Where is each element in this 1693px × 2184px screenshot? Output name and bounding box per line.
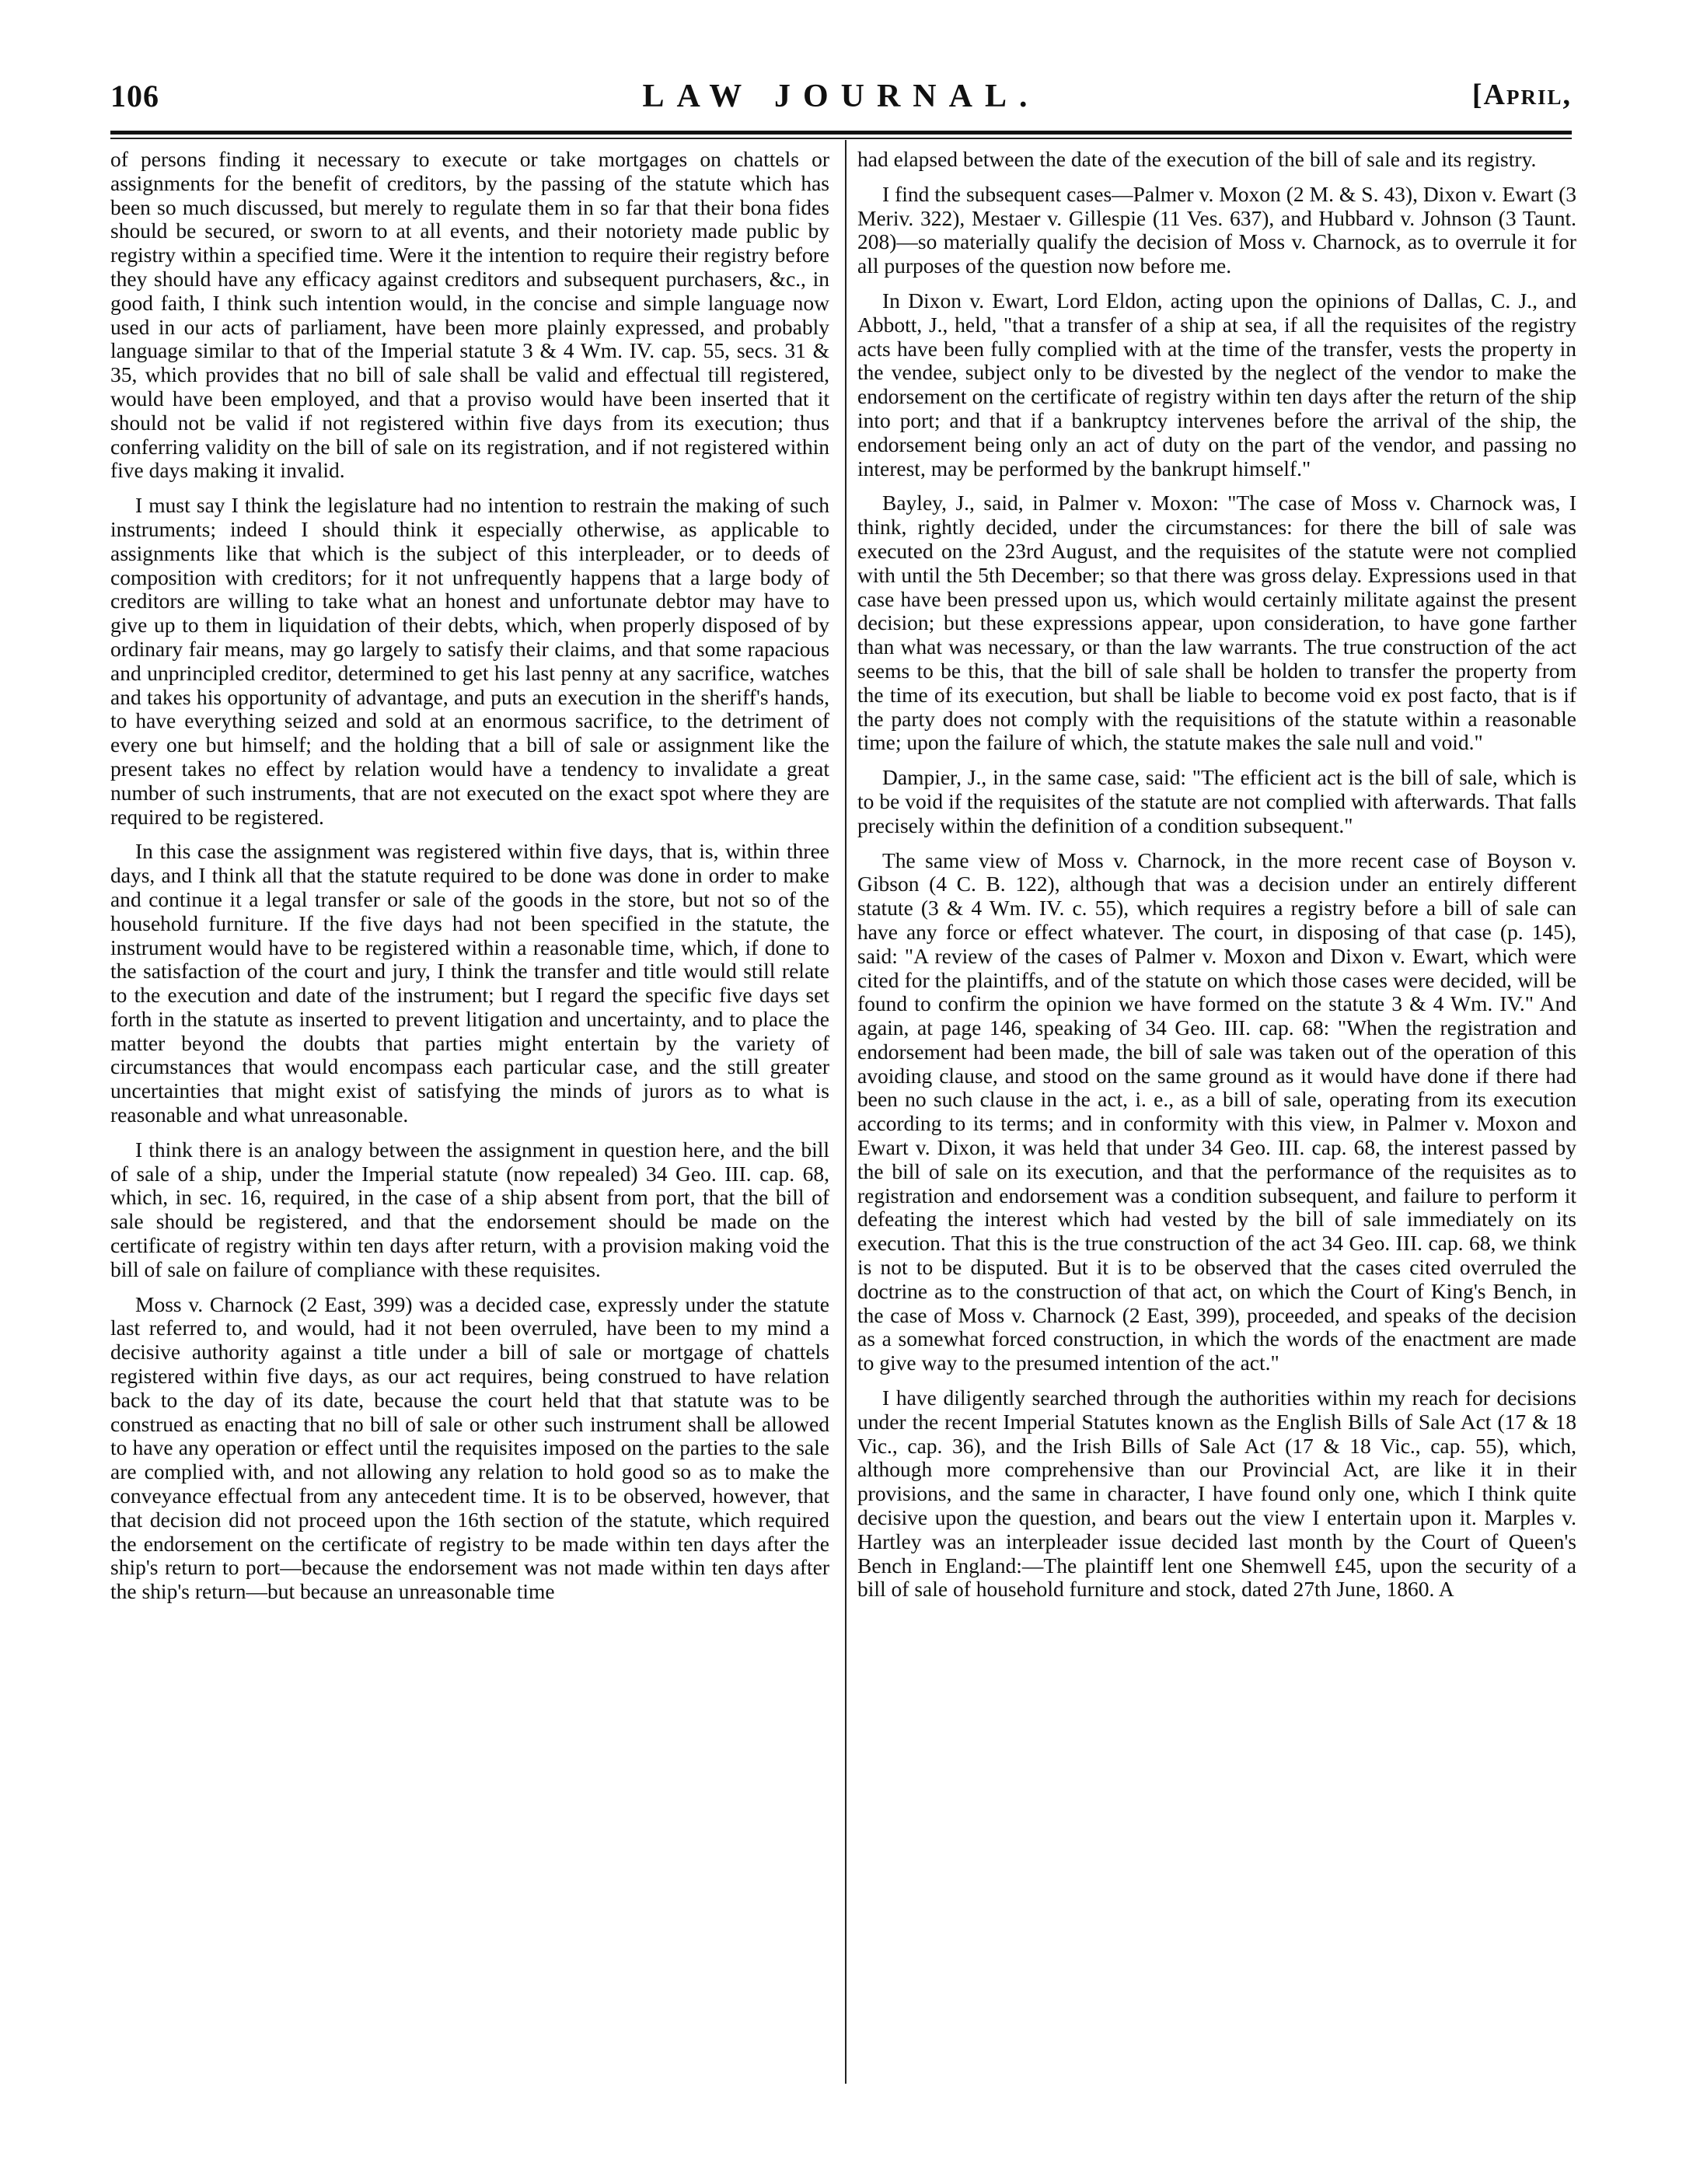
page-number: 106 (110, 79, 159, 114)
paragraph: of persons finding it necessary to execute or take mortgages on chattels or assignments for the benefit of creditors, by the passing of the statute which has been so much discussed, but merely to regulate them in so far that their bona fides should be secured, or sworn to at all events, and their notoriety made public by registry within a specified time. Were it the intention to require their registry before they should have any efficacy against creditors and subsequent purchasers, &c., in good faith, I think such intention would, in the concise and simple language now used in our acts of parliament, have been more plainly expressed, and probably language similar to that of the Imperial statute 3 & 4 Wm. IV. cap. 55, secs. 31 & 35, which provides that no bill of sale shall be valid and effectual till registered, would have been employed, and that a proviso would have been inserted that it should not be valid if not registered within five days from its execution; thus conferring validity on the bill of sale on its registration, and if not registered within five days making it invalid. (110, 147, 829, 483)
left-column (110, 148, 829, 1615)
right-column (857, 148, 1576, 1613)
paragraph: I must say I think the legislature had no intention to restrain the making of such instruments; indeed I should think it especially otherwise, as applicable to assignments like that which is the subject of this interpleader, or to deeds of composition with creditors; for it not unfrequently happens that a large body of creditors are willing to take what an honest and unfortunate debtor may have to give up to them in liquidation of their debts, which, when properly disposed of by ordinary fair means, may go largely to satisfy their claims, and that some rapacious and unprincipled creditor, determined to get his last penny at any sacrifice, watches and takes his opportunity of advantage, and puts an execution in the sheriff's hands, to have everything seized and sold at an enormous sacrifice, to the detriment of every one but himself; and the holding that a bill of sale or assignment like the present takes no effect by relation would have a tendency to invalidate a great number of such instruments, that are not executed on the exact spot where they are required to be registered. (110, 493, 829, 829)
paragraph: I think there is an analogy between the assignment in question here, and the bill of sale of a ship, under the Imperial statute (now repealed) 34 Geo. III. cap. 68, which, in sec. 16, required, in the case of a ship absent from port, that the bill of sale should be registered, and that the endorsement should be made on the certificate of registry within ten days after return, with a provision making void the bill of sale on failure of compliance with these requisites. (110, 1137, 829, 1281)
header-rule-thick (110, 131, 1572, 135)
paragraph: Moss v. Charnock (2 East, 399) was a decided case, expressly under the statute last referred to, and would, had it not been overruled, have been to my mind a decisive authority against a title under a bill of sale or mortgage of chattels registered within five days, as our act requires, being construed to have relation back to the day of its date, because the court held that that statute was to be construed as enacting that no bill of sale or other such instrument shall be allowed to have any operation or effect until the requisites imposed on the parties to the sale are complied with, and not allowing any relation to hold good so as to make the conveyance effectual from any antecedent time. It is to be observed, however, that that decision did not proceed upon the 16th section of the statute, which required the endorsement on the certificate of registry to be made within ten days after the ship's return to port—because the endorsement was not made within ten days after the ship's return—but because an unreasonable time (110, 1291, 829, 1604)
page-header (110, 78, 1572, 124)
paragraph: In this case the assignment was registered within five days, that is, within three days, and I think all that the statute required to be done was done in order to make and continue it a legal transfer or sale of the goods in the store, but not so of the household furniture. If the five days had not been specified in the statute, the instrument would have to be registered within a reasonable time, which, if done to the satisfaction of the court and jury, I think the transfer and title would still relate to the execution and date of the instrument; but I regard the specific five days set forth in the statute as inserted to prevent litigation and uncertainty, and to place the matter beyond the doubts that parties might entertain by the variety of circumstances that would encompass each particular case, and the still greater uncertainties that might exist of satisfying the minds of jurors as to what is reasonable and what unreasonable. (110, 839, 829, 1127)
journal-title: LAW JOURNAL. (642, 79, 1040, 114)
paragraph: In Dixon v. Ewart, Lord Eldon, acting upon the opinions of Dallas, C. J., and Abbott, J., held, "that a transfer of a ship at sea, if all the requisites of the registry acts have been fully complied with at the time of the transfer, vests the property in the vendee, subject only to be divested by the neglect of the vendor to make the endorsement on the certificate of registry within ten days after the return of the ship into port; and that if a bankruptcy intervenes before the arrival of the ship, the endorsement being only an act of duty on the part of the vendor, and passing no interest, may be performed by the bankrupt himself." (857, 288, 1576, 480)
paragraph: had elapsed between the date of the execution of the bill of sale and its registry. (857, 147, 1537, 171)
paragraph: I find the subsequent cases—Palmer v. Moxon (2 M. & S. 43), Dixon v. Ewart (3 Meriv. 322), Mestaer v. Gillespie (11 Ves. 637), and Hubbard v. Johnson (3 Taunt. 208)—so materially qualify the decision of Moss v. Charnock, as to overrule it for all purposes of the question now before me. (857, 181, 1576, 278)
paragraph: Bayley, J., said, in Palmer v. Moxon: "The case of Moss v. Charnock was, I think, rightly decided, under the circumstances: for there the bill of sale was executed on the 23rd August, and the requisites of the statute were not complied with until the 5th December; so that there was gross delay. Expressions used in that case have been pressed upon us, which would certainly militate against the present decision; but these expressions appear, upon consideration, to have gone farther than what was necessary, or than the law warrants. The true construction of the act seems to be this, that the bill of sale shall be holden to transfer the property from the time of its execution, but shall be liable to become void ex post facto, that is if the party does not comply with the requisitions of the statute within a reasonable time; upon the failure of which, the statute makes the sale null and void." (857, 491, 1576, 755)
issue-month: [April, (1471, 79, 1572, 111)
column-divider (845, 140, 846, 2084)
header-rule-thin (110, 138, 1572, 139)
paragraph: Dampier, J., in the same case, said: "The efficient act is the bill of sale, which is to be void if the requisites of the statute are not complied with afterwards. That falls precisely within the definition of a condition subsequent." (857, 765, 1576, 837)
paragraph: I have diligently searched through the authorities within my reach for decisions under the recent Imperial Statutes known as the English Bills of Sale Act (17 & 18 Vic., cap. 36), and the Irish Bills of Sale Act (17 & 18 Vic., cap. 55), which, although more comprehensive than our Provincial Act, are like it in their provisions, and the same in character, I have found only one, which I think quite decisive upon the question, and bears out the view I entertain upon it. Marples v. Hartley was an interpleader issue decided last month by the Court of Queen's Bench in England:—The plaintiff lent one Shemwell £45, upon the security of a bill of sale of household furniture and stock, dated 27th June, 1860. A (857, 1386, 1576, 1602)
paragraph: The same view of Moss v. Charnock, in the more recent case of Boyson v. Gibson (4 C. B. 122), although that was a decision under an entirely different statute (3 & 4 Wm. IV. c. 55), which requires a registry before a bill of sale can have any force or effect whatever. The court, in disposing of that case (p. 145), said: "A review of the cases of Palmer v. Moxon and Dixon v. Ewart, which were cited for the plaintiffs, and of the statute on which those cases were decided, will be found to confirm the opinion we have formed on the statute 3 & 4 Wm. IV." And again, at page 146, speaking of 34 Geo. III. cap. 68: "When the registration and endorsement had been made, the bill of sale was taken out of the operation of this avoiding clause, and stood on the same ground as it would have done if there had been no such clause in the act, i. e., as a bill of sale, operating from its execution according to its terms; and in conformity with this view, in Palmer v. Moxon and Ewart v. Dixon, it was held that under 34 Geo. III. cap. 68, the interest passed by the bill of sale on its execution, and that the performance of the requisites as to registration and endorsement was a condition subsequent, and failure to perform it defeating the interest which had vested by the bill of sale immediately on its execution. That this is the true construction of the act 34 Geo. III. cap. 68, we think is not to be disputed. But it is to be observed that the cases cited overruled the doctrine as to the construction of that act, on which the Court of King's Bench, in the case of Moss v. Charnock (2 East, 399), proceeded, and speaks of the decision as a somewhat forced construction, in which the words of the enactment are made to give way to the presumed intention of the act." (857, 847, 1576, 1375)
